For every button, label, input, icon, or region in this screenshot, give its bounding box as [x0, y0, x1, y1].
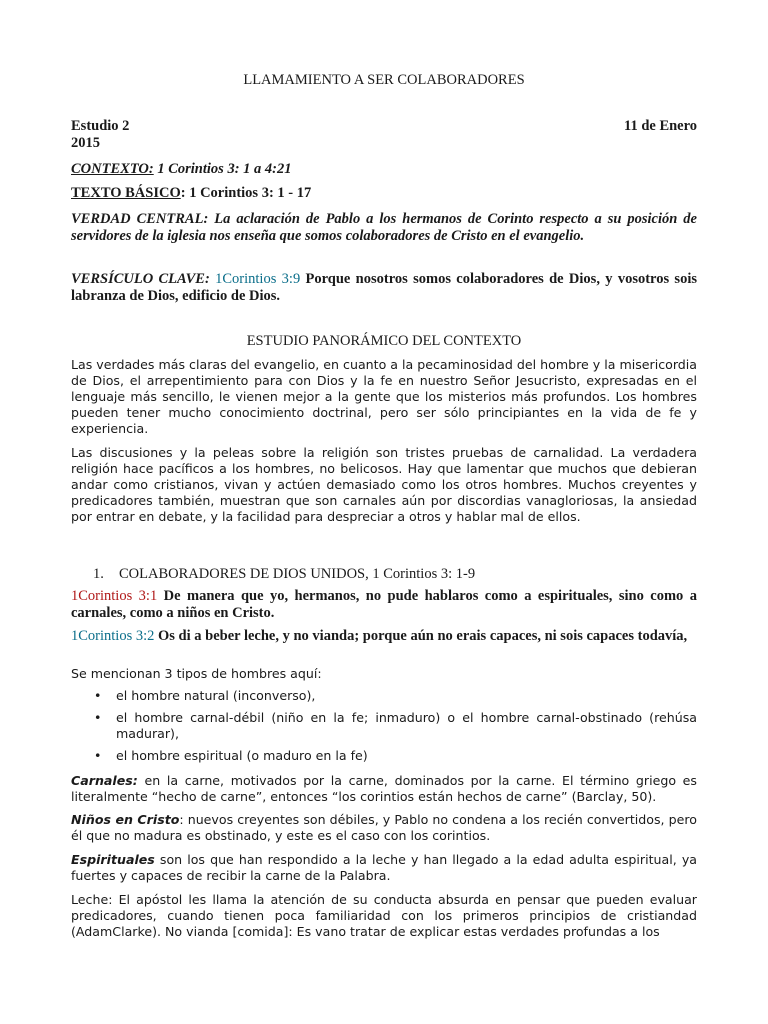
- ninos-label: Niños en Cristo: [71, 812, 180, 827]
- paragraph-2: Las discusiones y la peleas sobre la religión son tristes pruebas de carnalidad. La verdadera religión hace pacíficos a los hombres, no belicosos. Hay que lamentar que muchos que debieran andar como cristianos, vivan y actúen demasiado como los otros hombres. Muchos creyentes y predicadores también, muestran que son carnales aún por discordias vanagloriosas, la ansiedad por entrar en debate, y la facilidad para despreciar a otros y hablar mal de ellos.: [71, 445, 697, 524]
- versiculo-clave-ref[interactable]: 1Corintios 3:9: [209, 271, 301, 287]
- contexto-line: [71, 161, 291, 178]
- ninos-paragraph: [71, 812, 697, 844]
- versiculo-clave-label: VERSÍCULO CLAVE:: [71, 271, 210, 287]
- texto-basico-line: [71, 185, 311, 202]
- versiculo-clave: [71, 271, 697, 305]
- verse-3-1-ref[interactable]: 1Corintios 3:1: [71, 588, 158, 604]
- verdad-central-text: La aclaración de Pablo a los hermanos de Corinto respecto a su posición de servidores de la iglesia nos enseña que somos colaboradores de Cristo en el evangelio.: [71, 211, 697, 244]
- carnales-text: en la carne, motivados por la carne, dominados por la carne. El término griego es literalmente “hecho de carne”, entonces “los corintios están hechos de carne” (Barclay, 50).: [71, 773, 697, 804]
- bullet-icon: •: [94, 710, 102, 725]
- types-list: [71, 688, 697, 770]
- bullet-icon: •: [94, 688, 102, 703]
- verdad-central: [71, 211, 697, 245]
- carnales-paragraph: [71, 773, 697, 805]
- document-title: LLAMAMIENTO A SER COLABORADORES: [243, 72, 525, 88]
- verse-3-1: [71, 588, 697, 622]
- contexto-label: CONTEXTO:: [71, 161, 154, 177]
- contexto-value: 1 Corintios 3: 1 a 4:21: [153, 161, 292, 177]
- list-heading: COLABORADORES DE DIOS UNIDOS, 1 Corintios 3: 1-9: [119, 566, 476, 582]
- espirituales-text: son los que han respondido a la leche y han llegado a la edad adulta espiritual, ya fuertes y capaces de recibir la carne de la Palabra.: [71, 852, 697, 883]
- texto-basico-value: : 1 Corintios 3: 1 - 17: [180, 185, 312, 201]
- verdad-central-label: VERDAD CENTRAL:: [71, 211, 209, 227]
- espirituales-label: Espirituales: [71, 852, 155, 867]
- texto-basico-label: TEXTO BÁSICO: [71, 185, 181, 201]
- verse-3-2: [71, 628, 697, 645]
- section-heading: ESTUDIO PANORÁMICO DEL CONTEXTO: [246, 333, 522, 349]
- bullet-icon: •: [94, 748, 102, 763]
- list-item: • el hombre espiritual (o maduro en la fe): [94, 748, 368, 763]
- verse-3-2-text: Os di a beber leche, y no vianda; porque aún no erais capaces, ni sois capaces todavía,: [154, 628, 688, 644]
- leche-paragraph: Leche: El apóstol les llama la atención de su conducta absurda en pensar que pueden evaluar predicadores, cuando tienen poca familiaridad con los primeros principios de cristiandad (AdamClarke). No vianda [comida]: Es vano tratar de explicar estas verdades profundas a los: [71, 892, 697, 939]
- espirituales-paragraph: [71, 852, 697, 884]
- list-item: • el hombre carnal-débil (niño en la fe; inmaduro) o el hombre carnal-obstinado (rehúsa madurar),: [94, 710, 697, 741]
- study-label: Estudio 2: [71, 118, 130, 134]
- ninos-text: : nuevos creyentes son débiles, y Pablo no condena a los recién convertidos, pero él que no madura es obstinado, y este es el caso con los corintios.: [71, 812, 697, 843]
- verse-3-2-ref[interactable]: 1Corintios 3:2: [71, 628, 155, 644]
- study-year: 2015: [71, 135, 100, 151]
- types-intro: Se mencionan 3 tipos de hombres aquí:: [71, 666, 322, 681]
- paragraph-1: Las verdades más claras del evangelio, en cuanto a la pecaminosidad del hombre y la misericordia de Dios, el arrepentimiento para con Dios y la fe en nuestro Señor Jesucristo, expresadas en el lenguaje más sencillo, le vienen mejor a la gente que los misterios más profundos. Los hombres pueden tener mucho conocimiento doctrinal, pero ser sólo principiantes en la vida de fe y experiencia.: [71, 357, 697, 436]
- verse-3-1-text: De manera que yo, hermanos, no pude hablaros como a espirituales, sino como a carnales, como a niños en Cristo.: [71, 588, 697, 621]
- versiculo-clave-text: Porque nosotros somos colaboradores de Dios, y vosotros sois labranza de Dios, edificio de Dios.: [71, 271, 697, 304]
- list-item: • el hombre natural (inconverso),: [94, 688, 316, 703]
- list-number: 1.: [93, 566, 104, 582]
- study-date: 11 de Enero: [624, 118, 698, 134]
- carnales-label: Carnales:: [71, 773, 138, 788]
